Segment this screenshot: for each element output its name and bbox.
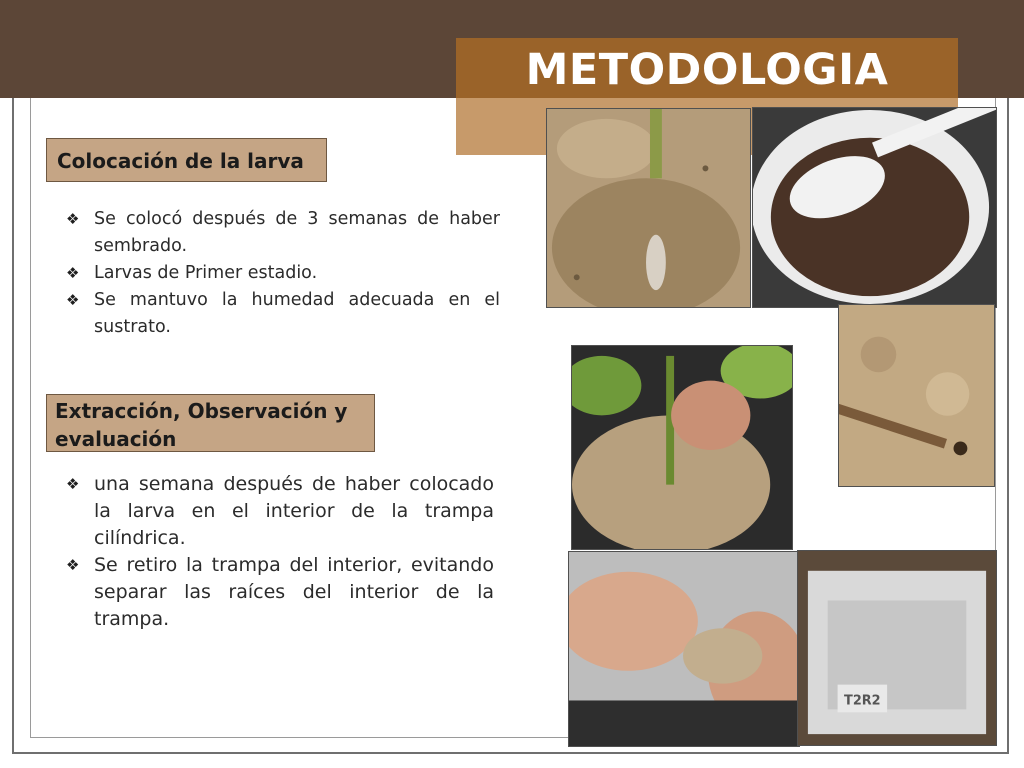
bullet-text: una semana después de haber colocado la larva en el interior de la trampa cilíndrica. bbox=[94, 473, 494, 549]
list-item bbox=[66, 552, 494, 633]
list-item bbox=[66, 287, 500, 341]
diamond-bullet-icon: ❖ bbox=[66, 291, 80, 309]
photo-larva-in-soil bbox=[546, 108, 751, 308]
bullet-text: Larvas de Primer estadio. bbox=[94, 263, 318, 283]
list-item bbox=[66, 471, 494, 552]
diamond-bullet-icon: ❖ bbox=[66, 475, 80, 493]
diamond-bullet-icon: ❖ bbox=[66, 556, 80, 574]
bullet-list-colocacion bbox=[66, 206, 500, 341]
list-item bbox=[66, 206, 500, 260]
photo-tube-in-soil bbox=[838, 304, 995, 487]
bag-label: T2R2 bbox=[844, 693, 881, 709]
section-heading-extraccion: Extracción, Observación y evaluación bbox=[46, 394, 375, 452]
photo-bowl-with-spoon bbox=[752, 107, 997, 308]
section-heading-colocacion: Colocación de la larva bbox=[46, 138, 327, 182]
diamond-bullet-icon: ❖ bbox=[66, 210, 80, 228]
slide-title: METODOLOGIA bbox=[525, 45, 889, 95]
diamond-bullet-icon: ❖ bbox=[66, 264, 80, 282]
photo-bagged-trap bbox=[797, 550, 997, 746]
bullet-text: Se mantuvo la humedad adecuada en el sustrato. bbox=[94, 290, 500, 337]
photo-hands-with-trap bbox=[568, 551, 800, 747]
photo-hands-planting bbox=[571, 345, 793, 550]
bullet-text: Se colocó después de 3 semanas de haber sembrado. bbox=[94, 209, 500, 256]
bullet-text: Se retiro la trampa del interior, evitando separar las raíces del interior de la trampa. bbox=[94, 554, 494, 630]
list-item bbox=[66, 260, 500, 287]
bullet-list-extraccion bbox=[66, 471, 494, 633]
